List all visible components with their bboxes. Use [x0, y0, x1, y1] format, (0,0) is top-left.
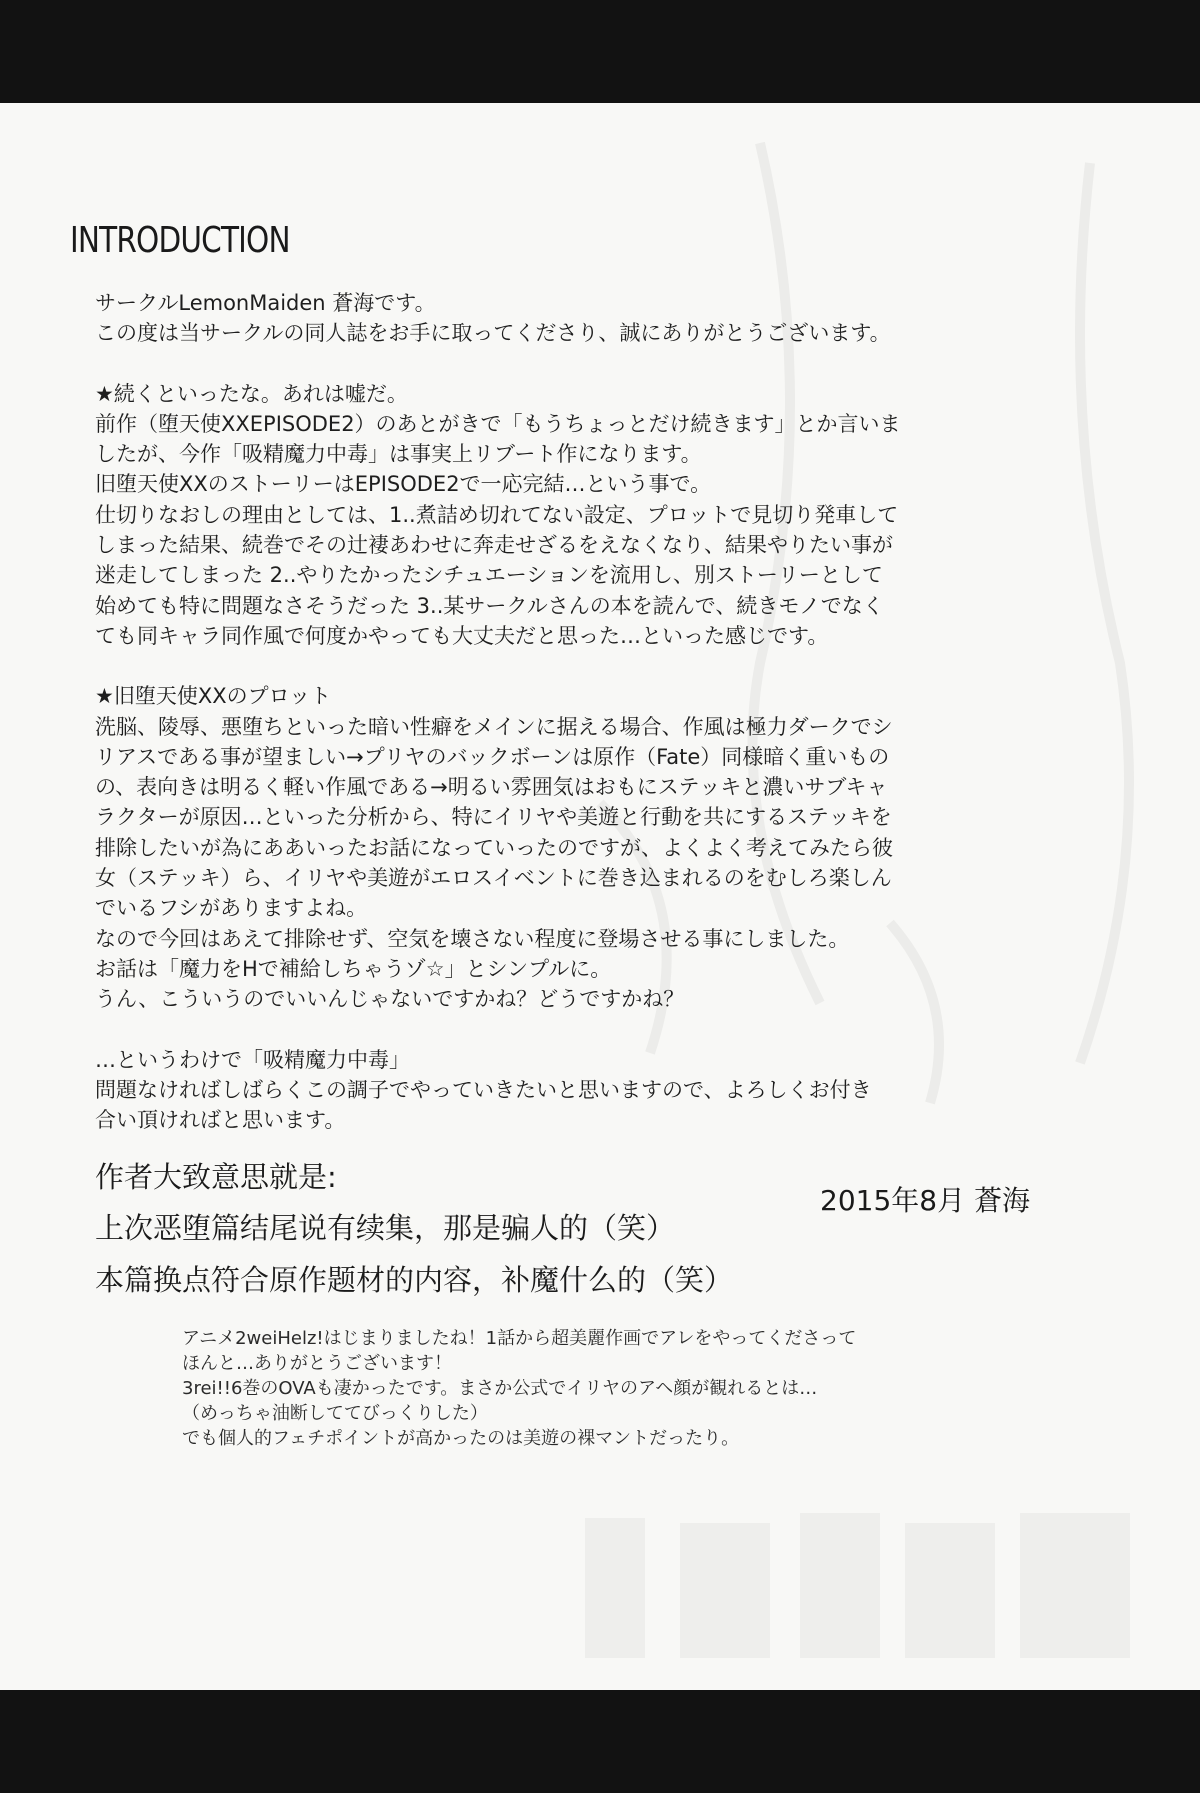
- text-line: 洗脳、陵辱、悪堕ちといった暗い性癖をメインに据える場合、作風は極力ダークでシ: [95, 714, 893, 739]
- paragraph-gap: [95, 1015, 1035, 1045]
- paragraph-gap: [95, 651, 1035, 681]
- page-title: INTRODUCTION: [70, 220, 290, 261]
- paragraph-gap: [95, 349, 1035, 379]
- text-line: 迷走してしまった 2..やりたかったシチュエーションを流用し、別ストーリーとして: [95, 563, 883, 588]
- text-line: しまった結果、続巻でその辻褄あわせに奔走せざるをえなくなり、結果やりたい事が: [95, 533, 893, 558]
- text-line: …というわけで「吸精魔力中毒」: [95, 1047, 410, 1072]
- postscript-line: 3rei!!6巻のOVAも凄かったです。まさか公式でイリヤのアヘ顔が観れるとは…: [182, 1378, 818, 1399]
- text-line: 女（ステッキ）ら、イリヤや美遊がエロスイベントに巻き込まれるのをむしろ楽しん: [95, 866, 892, 891]
- postscript-line: でも個人的フェチポイントが高かったのは美遊の裸マントだったり。: [182, 1428, 740, 1449]
- text-line: 仕切りなおしの理由としては、1..煮詰め切れてない設定、プロットで見切り発車して: [95, 502, 899, 527]
- text-line: ても同キャラ同作風で何度かやっても大丈夫だと思った…といった感じです。: [95, 623, 829, 648]
- translation-note-line: 上次恶堕篇结尾说有续集，那是骗人的（笑）: [95, 1211, 676, 1245]
- section-heading: ★旧堕天使XXのプロット: [95, 684, 332, 709]
- text-line: うん、こういうのでいいんじゃないですかね？どうですかね？: [95, 987, 685, 1012]
- text-line: でいるフシがありますよね。: [95, 896, 368, 921]
- postscript-line: （めっちゃ油断しててびっくりした）: [182, 1403, 488, 1424]
- text-line: リアスである事が望ましい→プリヤのバックボーンは原作（Fate）同様暗く重いもの: [95, 744, 890, 769]
- text-line: サークルLemonMaiden 蒼海です。: [95, 291, 436, 315]
- text-line: この度は当サークルの同人誌をお手に取ってくださり、誠にありがとうございます。: [95, 321, 891, 346]
- date-signature: 2015年8月 蒼海: [820, 1184, 1030, 1217]
- postscript-line: ほんと…ありがとうございます！: [182, 1353, 452, 1374]
- text-line: したが、今作「吸精魔力中毒」は事実上リブート作になります。: [95, 442, 702, 467]
- text-line: 旧堕天使XXのストーリーはEPISODE2で一応完結…という事で。: [95, 472, 712, 497]
- text-line: ラクターが原因…といった分析から、特にイリヤや美遊と行動を共にするステッキを: [95, 805, 892, 830]
- text-line: 問題なければしばらくこの調子でやっていきたいと思いますので、よろしくお付き: [95, 1077, 872, 1102]
- section-heading: ★続くといったな。あれは嘘だ。: [95, 381, 408, 406]
- text-line: お話は「魔力をHで補給しちゃうゾ☆」とシンプルに。: [95, 956, 612, 981]
- postscript-line: アニメ2weiHelz!はじまりましたね！1話から超美麗作画でアレをやってくださって: [182, 1328, 857, 1349]
- text-line: 合い頂ければと思います。: [95, 1108, 346, 1133]
- text-line: 始めても特に問題なさそうだった 3..某サークルさんの本を読んで、続きモノでなく: [95, 593, 884, 618]
- text-line: 前作（堕天使XXEPISODE2）のあとがきで「もうちょっとだけ続きます」とか言いま: [95, 411, 901, 436]
- translation-note-heading: 作者大致意思就是:: [95, 1160, 337, 1194]
- postscript-note: [182, 1326, 1042, 1451]
- scanned-page: [0, 103, 1200, 1690]
- text-line: なので今回はあえて排除せず、空気を壊さない程度に登場させる事にしました。: [95, 926, 850, 951]
- translation-note-line: 本篇换点符合原作题材的内容，补魔什么的（笑）: [95, 1263, 734, 1297]
- introduction-text: [95, 288, 1035, 1135]
- text-line: の、表向きは明るく軽い作風である→明るい雰囲気はおもにステッキと濃いサブキャ: [95, 775, 888, 800]
- text-line: 排除したいが為にああいったお話になっていったのですが、よくよく考えてみたら彼: [95, 835, 893, 860]
